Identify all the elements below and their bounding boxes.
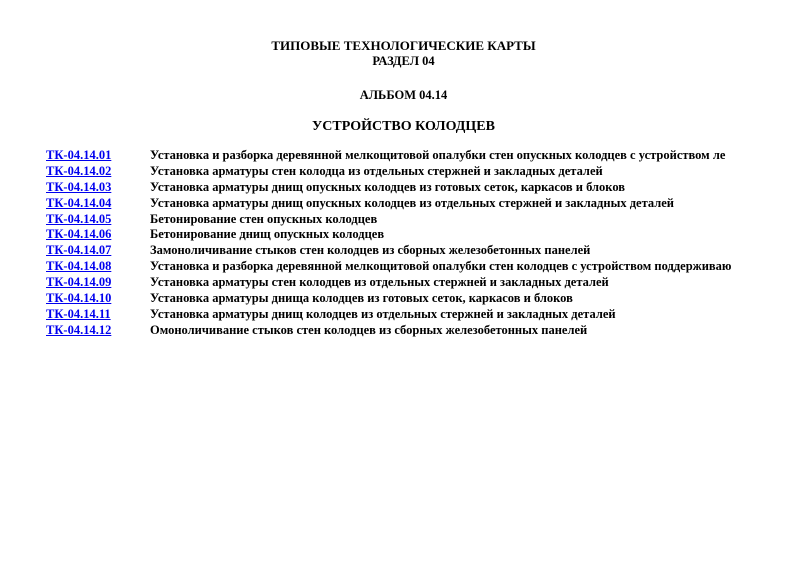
card-link[interactable]: ТК-04.14.08	[46, 259, 112, 274]
list-item	[46, 212, 771, 228]
list-item	[46, 243, 771, 259]
list-item	[46, 227, 771, 243]
list-item	[46, 196, 771, 212]
card-link[interactable]: ТК-04.14.12	[46, 322, 112, 337]
list-item	[46, 307, 771, 323]
card-link[interactable]: ТК-04.14.09	[46, 275, 112, 290]
card-title: Бетонирование днищ опускных колодцев	[150, 227, 385, 242]
card-list	[46, 148, 771, 339]
section-label: РАЗДЕЛ 04	[372, 54, 435, 68]
list-item	[46, 259, 771, 275]
card-title: Установка арматуры стен колодцев из отдельных стержней и закладных деталей	[150, 275, 609, 290]
card-title: Замоноличивание стыков стен колодцев из сборных железобетонных панелей	[150, 243, 591, 258]
card-title: Бетонирование стен опускных колодцев	[150, 211, 378, 226]
card-title: Установка арматуры днищ колодцев из отдельных стержней и закладных деталей	[150, 306, 616, 321]
card-title: Установка арматуры днища колодцев из готовых сеток, каркасов и блоков	[150, 291, 573, 306]
card-link[interactable]: ТК-04.14.05	[46, 211, 112, 226]
list-item	[46, 148, 771, 164]
list-item	[46, 291, 771, 307]
card-link[interactable]: ТК-04.14.06	[46, 227, 112, 242]
list-item	[46, 164, 771, 180]
list-item	[46, 323, 771, 339]
card-title: Установка и разборка деревянной мелкощитовой опалубки стен опускных колодцев с устройством ле	[150, 148, 726, 162]
list-item	[46, 180, 771, 196]
card-title: Установка арматуры днищ опускных колодцев из отдельных стержней и закладных деталей	[150, 195, 674, 210]
card-link[interactable]: ТК-04.14.01	[46, 148, 112, 162]
card-link[interactable]: ТК-04.14.02	[46, 163, 112, 178]
album-label: АЛЬБОМ 04.14	[359, 88, 448, 102]
card-link[interactable]: ТК-04.14.07	[46, 243, 112, 258]
card-link[interactable]: ТК-04.14.11	[46, 306, 111, 321]
card-link[interactable]: ТК-04.14.10	[46, 291, 112, 306]
list-item	[46, 275, 771, 291]
subject-heading: УСТРОЙСТВО КОЛОДЦЕВ	[312, 119, 495, 134]
card-title: Установка и разборка деревянной мелкощитовой опалубки стен колодцев с устройством поддерживаю	[150, 259, 732, 274]
card-link[interactable]: ТК-04.14.03	[46, 179, 112, 194]
card-link[interactable]: ТК-04.14.04	[46, 195, 112, 210]
card-title: Установка арматуры стен колодца из отдельных стержней и закладных деталей	[150, 163, 603, 178]
document-title: ТИПОВЫЕ ТЕХНОЛОГИЧЕСКИЕ КАРТЫ	[271, 38, 536, 53]
card-title: Омоноличивание стыков стен колодцев из сборных железобетонных панелей	[150, 322, 588, 337]
card-title: Установка арматуры днищ опускных колодцев из готовых сеток, каркасов и блоков	[150, 179, 626, 194]
